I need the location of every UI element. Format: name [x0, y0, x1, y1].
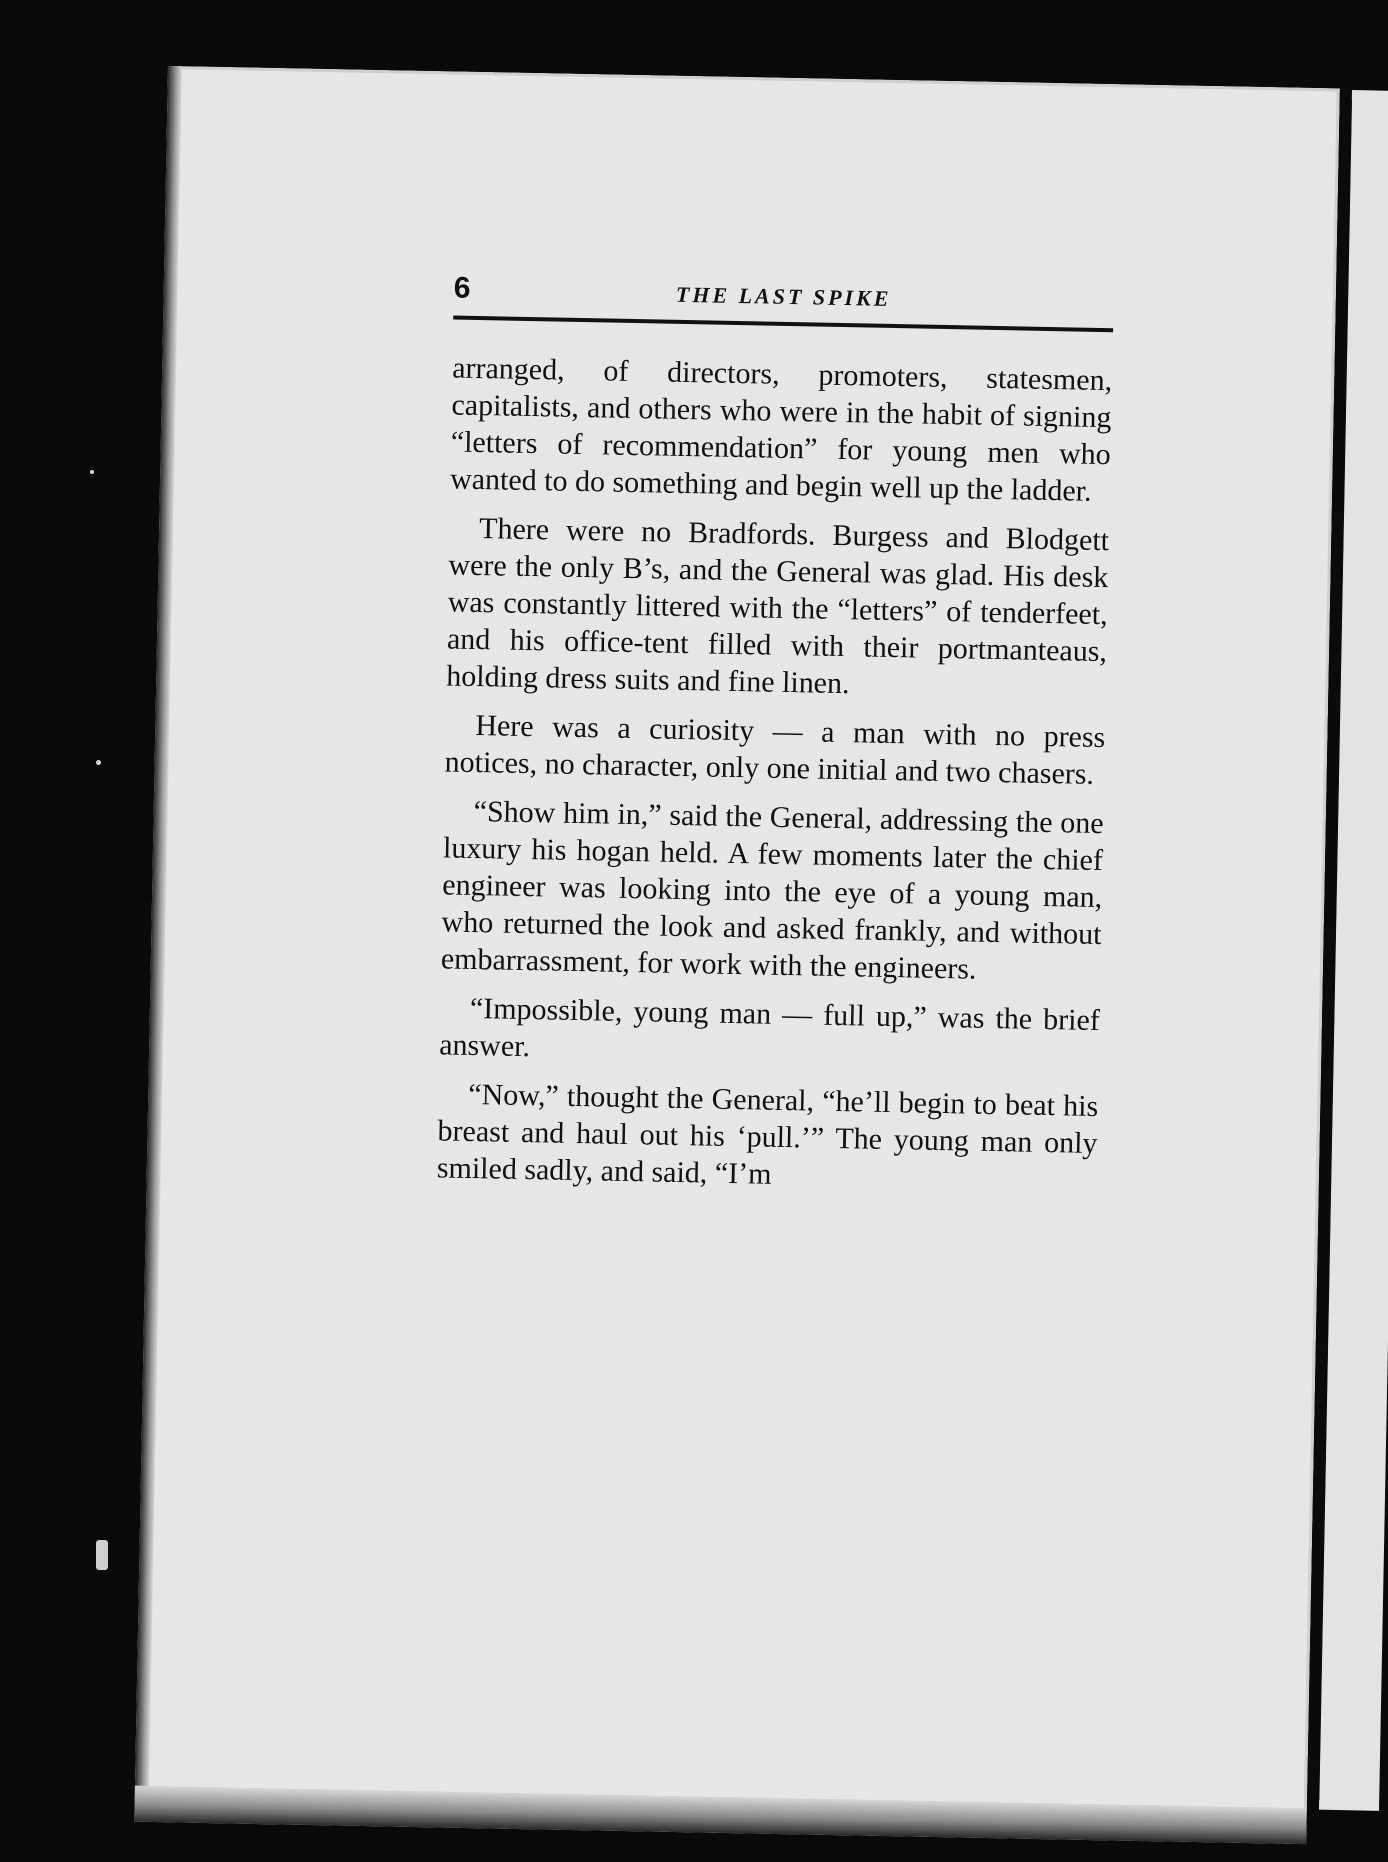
scan-speck	[96, 1540, 108, 1570]
page-header	[453, 272, 1114, 333]
scan-speck	[90, 470, 94, 474]
paragraph-4: “Show him in,” said the General, addressing the one luxury his hogan held. A few moments later the chief engineer was looking into the eye of a young man, who returned the look and asked frankly, and without embarrassment, for work with the engineers.	[440, 795, 1104, 986]
text-block	[436, 272, 1114, 1211]
page-left-edge	[134, 66, 182, 1822]
page-bottom-edge	[134, 1786, 1306, 1844]
header-rule	[453, 316, 1113, 333]
paragraph-3: Here was a curiosity — a man with no press notices, no character, only one initial and two chasers.	[444, 709, 1106, 791]
paragraph-1: arranged, of directors, promoters, statesmen, capitalists, and others who were in the habit of signing “letters of recommendation” for young men who wanted to do something and begin well up the ladder.	[449, 351, 1113, 508]
running-head: THE LAST SPIKE	[675, 281, 892, 311]
page-number: 6	[453, 271, 471, 305]
scan-speck	[96, 760, 101, 765]
paragraph-5: “Impossible, young man — full up,” was the brief answer.	[438, 991, 1101, 1064]
paragraph-6: “Now,” thought the General, “he’ll begin to beat his breast and haul out his ‘pull.’” The young man only smiled sadly, and said, “I’m	[436, 1077, 1099, 1191]
paragraph-2: There were no Bradfords. Burgess and Blodgett were the only B’s, and the General was glad. His desk was constantly littered with the “letters” of tenderfeet, and his office-tent filled with their portmanteaus, holding dress suits and fine linen.	[446, 512, 1110, 701]
book-page	[134, 66, 1339, 1844]
